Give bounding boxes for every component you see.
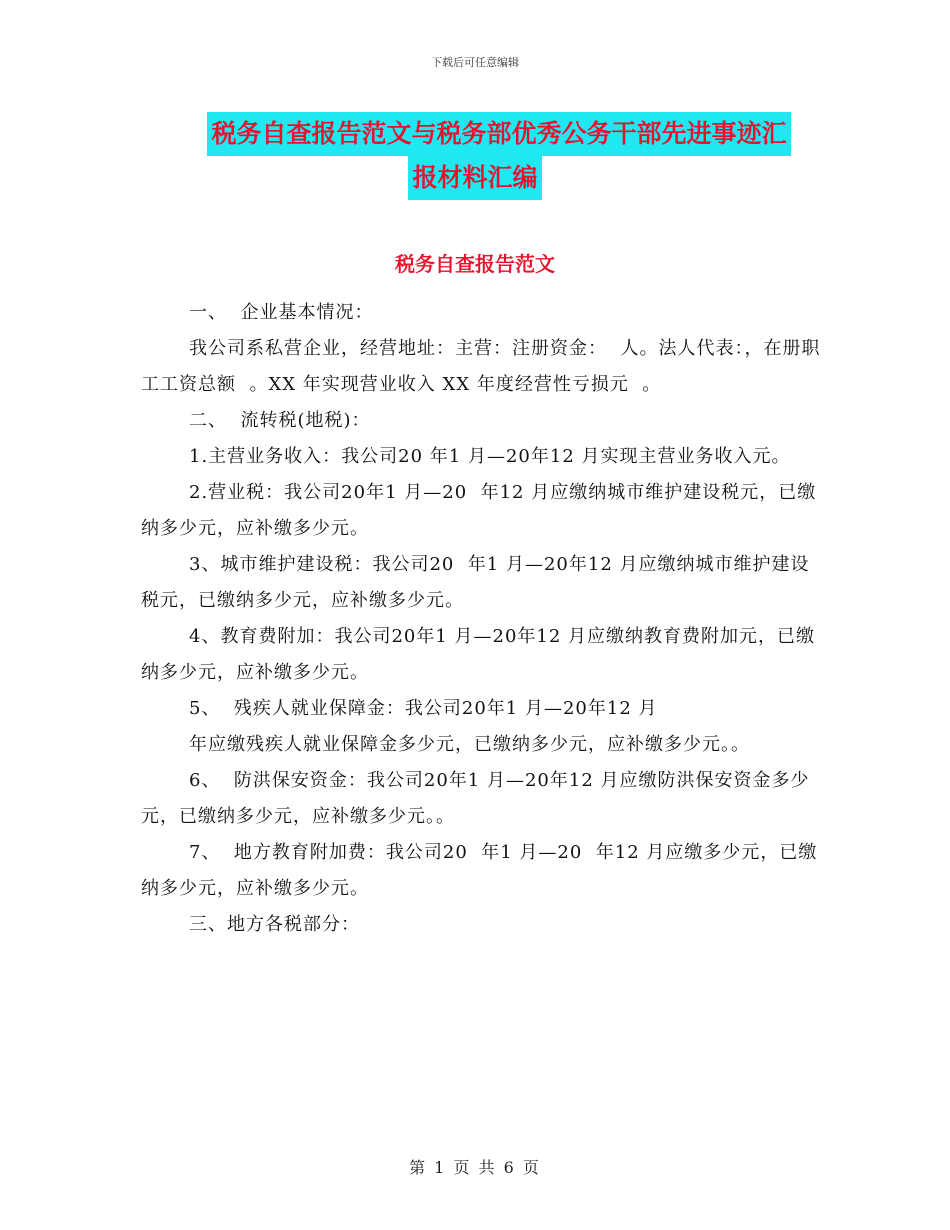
paragraph-3: 二、 流转税(地税)：	[189, 410, 371, 431]
document-title-line-1: 税务自查报告范文与税务部优秀公务干部先进事迹汇	[207, 112, 790, 156]
paragraph-10: 6、 防洪保安资金：我公司20年1 月—20年12 月应缴防洪保安资金多少元，已缴纳多少元，应补缴多少元。。	[141, 770, 810, 827]
paragraph-1: 一、 企业基本情况：	[189, 302, 374, 323]
paragraph-2: 我公司系私营企业，经营地址：主营：注册资金： 人。法人代表：，在册职工工资总额 。XX 年实现营业收入 XX 年度经营性亏损元 。	[141, 338, 821, 395]
section-title: 税务自查报告范文	[395, 252, 555, 276]
paragraph-9: 年应缴残疾人就业保障金多少元，已缴纳多少元，应补缴多少元。。	[189, 734, 750, 755]
paragraph-6: 3、城市维护建设税：我公司20 年1 月—20年12 月应缴纳城市维护建设税元，已缴纳多少元，应补缴多少元。	[141, 554, 810, 611]
paragraph-8: 5、 残疾人就业保障金：我公司20年1 月—20年12 月	[189, 698, 658, 719]
paragraph-4: 1.主营业务收入：我公司20 年1 月—20年12 月实现主营业务收入元。	[189, 446, 791, 467]
page-number-footer: 第 1 页 共 6 页	[409, 1158, 541, 1177]
paragraph-7: 4、教育费附加：我公司20年1 月—20年12 月应缴纳教育费附加元，已缴纳多少元，应补缴多少元。	[141, 626, 816, 683]
paragraph-12: 三、地方各税部分：	[189, 914, 360, 935]
page-header-note: 下载后可任意编辑	[431, 56, 519, 69]
paragraph-5: 2.营业税：我公司20年1 月—20 年12 月应缴纳城市维护建设税元，已缴纳多少元，应补缴多少元。	[141, 482, 817, 539]
paragraph-11: 7、 地方教育附加费：我公司20 年1 月—20 年12 月应缴多少元，已缴纳多少元，应补缴多少元。	[141, 842, 818, 899]
document-body	[141, 295, 821, 943]
document-title	[0, 112, 950, 200]
document-title-line-2: 报材料汇编	[408, 156, 541, 200]
